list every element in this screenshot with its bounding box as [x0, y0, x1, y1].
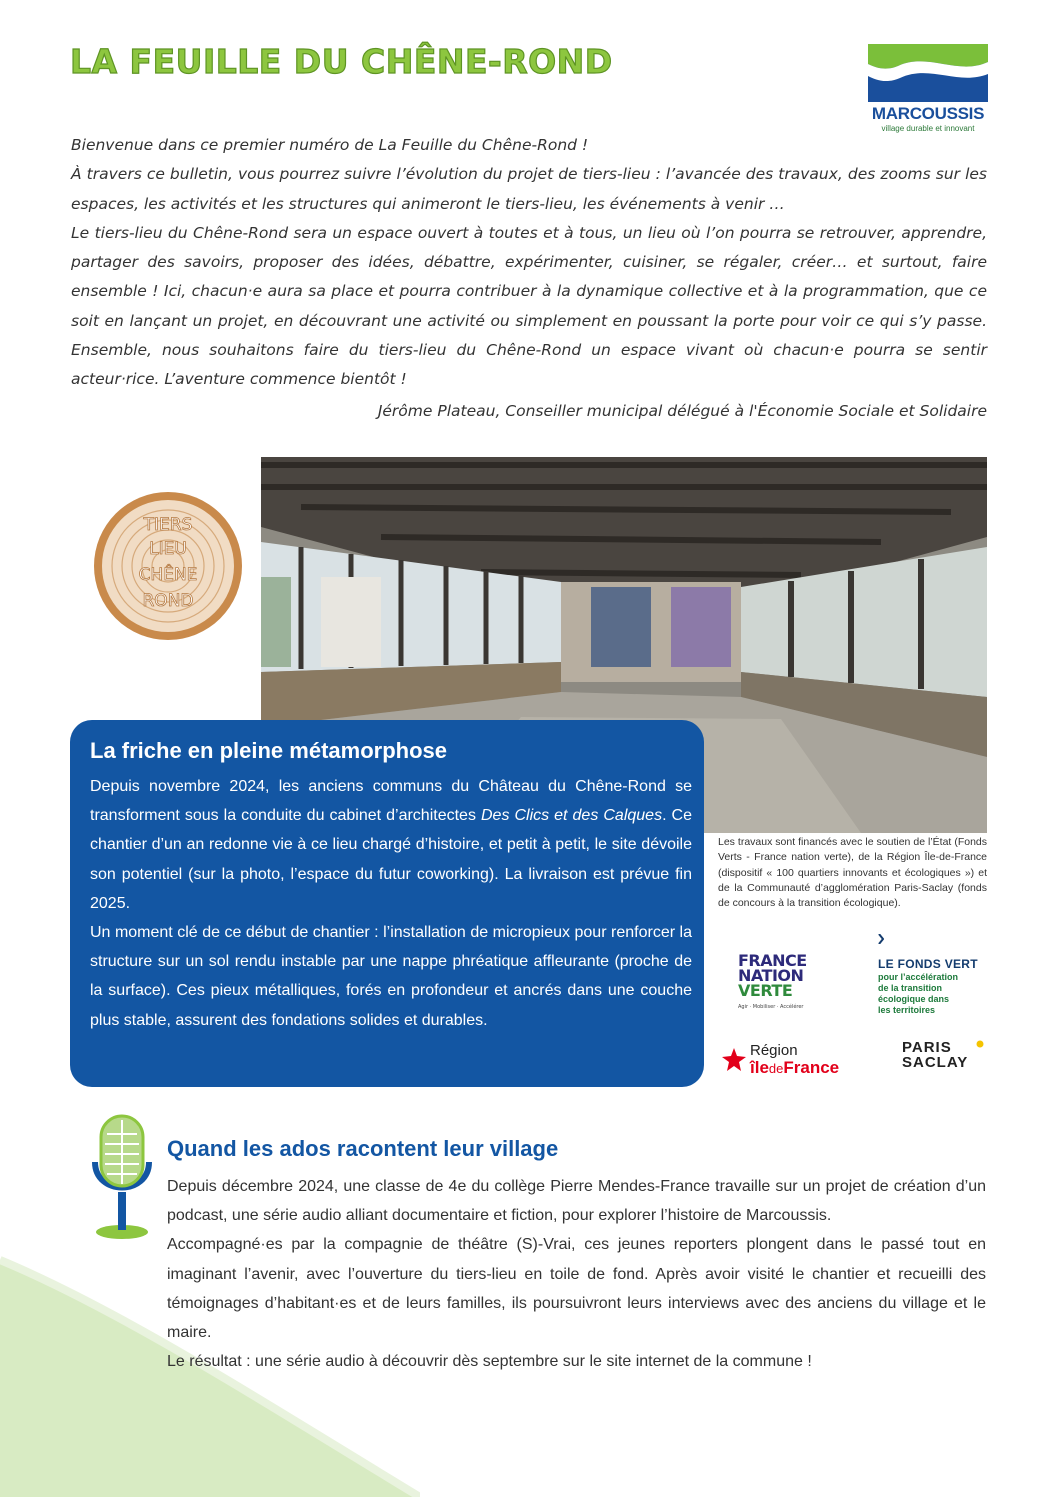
fonds-vert-line: écologique dans [878, 994, 950, 1004]
logo-mark-icon [868, 44, 988, 102]
ados-paragraph: Le résultat : une série audio à découvrir dès septembre sur le site internet de la commune ! [167, 1353, 812, 1371]
idf-part: France [783, 1058, 840, 1077]
marcoussis-logo [868, 44, 988, 134]
stamp-line: LIEU [149, 539, 187, 559]
friche-text: . Ce chantier d’un an redonne vie à ce lieu chargé d’histoire, et petit à petit, le site dévoile son potentiel (sur la photo, l’espace du futur coworking). La livraison est prévue fin 2025. [90, 807, 693, 912]
microphone-icon [89, 1112, 155, 1240]
signature: Jérôme Plateau, Conseiller municipal délégué à l'Économie Sociale et Solidaire [377, 402, 987, 420]
fnv-line: VERTE [738, 981, 793, 1000]
logo-name: MARCOUSSIS [871, 104, 985, 123]
ados-title: Quand les ados racontent leur village [167, 1136, 559, 1161]
paris-saclay-logo [902, 1040, 982, 1070]
friche-section [70, 720, 704, 1087]
friche-text: Depuis novembre 2024, les anciens communs du Château du Chêne-Rond se transforment sous la conduite du cabinet d’architectes [90, 778, 692, 825]
page-title: LA FEUILLE DU CHÊNE-ROND [70, 42, 613, 81]
ps-line: SACLAY [902, 1054, 969, 1071]
intro-paragraph: À travers ce bulletin, vous pourrez suivre l’évolution du projet de tiers-lieu : l’avancée des travaux, des zooms sur les espaces, les activités et les structures qui animeront le tiers-lieu, les événements à venir … [71, 165, 987, 213]
friche-paragraph [90, 772, 692, 918]
sun-icon [976, 1040, 984, 1048]
ados-paragraph: Accompagné·es par la compagnie de théâtre (S)-Vrai, ces jeunes reporters plongent dans le passé tout en imaginant l’avenir, avec l’ouverture du tiers-lieu en toile de fond. Après avoir visité le chantier et recueilli des témoignages d’habitant·es et de leurs familles, ils poursuivront leurs interviews avec des anciens du village et le maire. [167, 1236, 986, 1342]
ps-line: PARIS [902, 1039, 952, 1056]
funding-note: Les travaux sont financés avec le soutien de l’État (Fonds Verts - France nation verte), de la Région Île-de-France (dispositif « 100 quartiers innovants et écologiques ») et de la Communauté d’agglomération Paris-Saclay (fonds de concours à la transition écologique). [718, 836, 987, 910]
fnv-line: NATION [738, 966, 804, 985]
fonds-vert-line: pour l’accélération [878, 972, 959, 982]
ados-body [167, 1172, 986, 1376]
fonds-vert-mark-icon [878, 934, 884, 944]
france-nation-verte-logo [738, 953, 820, 1015]
fonds-vert-logo [878, 957, 988, 1015]
stamp-line: ROND [142, 591, 194, 611]
idf-part: île [750, 1058, 769, 1077]
fonds-vert-line: de la transition [878, 983, 943, 993]
stamp-line: TIERS [143, 515, 193, 535]
fonds-vert-title: LE FONDS VERT [878, 957, 978, 971]
stamp-line: CHÊNE [138, 565, 198, 585]
idf-line: Région [750, 1042, 798, 1059]
intro-paragraph: Bienvenue dans ce premier numéro de La Feuille du Chêne-Rond ! [71, 136, 589, 154]
tiers-lieu-stamp [92, 490, 244, 642]
ados-paragraph: Depuis décembre 2024, une classe de 4e du collège Pierre Mendes-France travaille sur un projet de création d’un podcast, une série audio alliant documentaire et fiction, pour explorer l’histoire de Marcoussis. [167, 1178, 986, 1225]
fnv-line: FRANCE [738, 951, 807, 970]
idf-name [750, 1058, 839, 1078]
friche-title: La friche en pleine métamorphose [90, 738, 447, 763]
architect-name: Des Clics et des Calques [480, 807, 663, 825]
idf-part: de [768, 1061, 784, 1076]
friche-paragraph: Un moment clé de ce début de chantier : l’installation de micropieux pour renforcer la structure sur un sol rendu instable par une nappe phréatique affleurante (proche de la surface). Ces pieux métalliques, forés en profondeur et ancrés dans une couche plus stable, assurent des fondations solides et durables. [90, 924, 692, 1029]
star-icon [722, 1048, 746, 1072]
region-idf-logo [722, 1042, 862, 1078]
logo-tagline: village durable et innovant [881, 124, 975, 133]
fnv-tagline: Agir · Mobiliser · Accélérer [738, 1004, 804, 1010]
intro-text [71, 131, 987, 395]
intro-paragraph: Le tiers-lieu du Chêne-Rond sera un espace ouvert à toutes et à tous, un lieu où l’on pourra se retrouver, apprendre, partager des savoirs, proposer des idées, débattre, expérimenter, cuisiner, se régaler, créer… et surtout, faire ensemble ! Ici, chacun·e aura sa place et pourra contribuer à la dynamique collective et à la programmation, que ce soit en lançant un projet, en découvrant une activité ou simplement en poussant la porte pour voir ce qui s’y passe. Ensemble, nous souhaitons faire du tiers-lieu du Chêne-Rond un espace vivant où chacun·e pourra se sentir acteur·rice. L’aventure commence bientôt ! [71, 223, 987, 389]
friche-body [90, 772, 692, 1035]
fonds-vert-line: les territoires [878, 1005, 936, 1015]
